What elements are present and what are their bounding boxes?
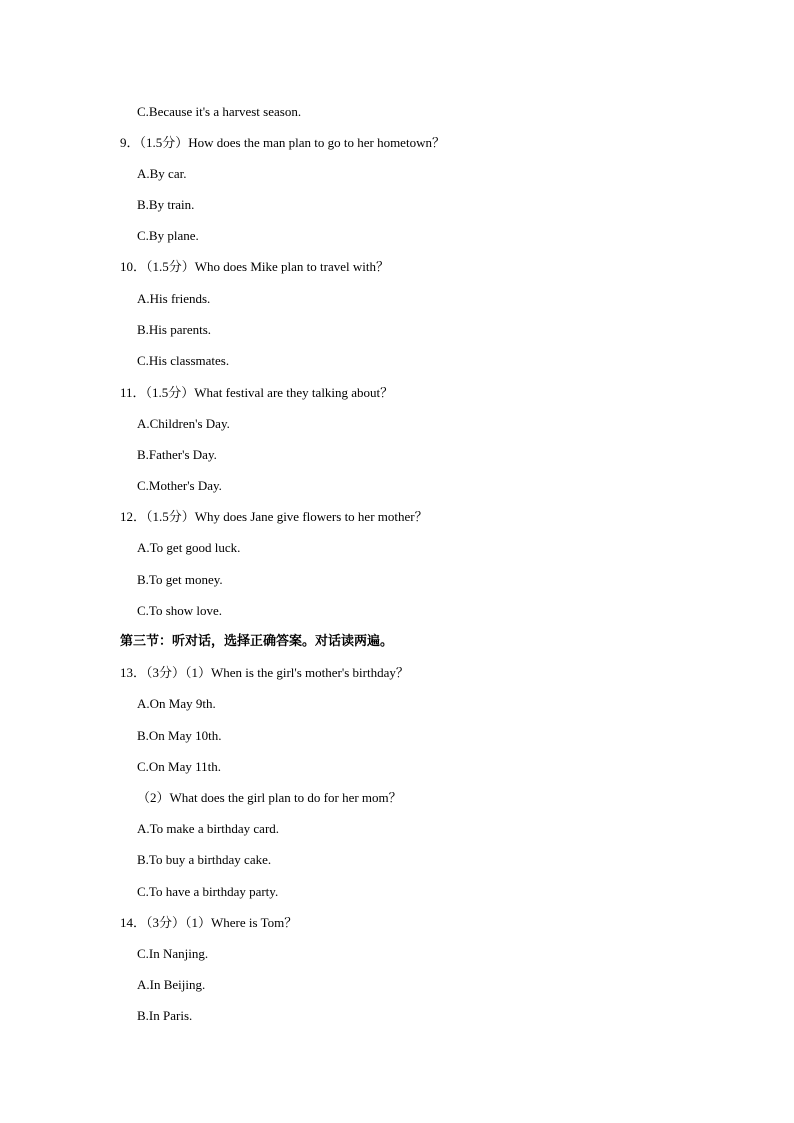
option-c-q8: C.Because it's a harvest season. bbox=[137, 104, 302, 119]
option-a-q12: A.To get good luck. bbox=[137, 540, 241, 555]
option-c-q10: C.His classmates. bbox=[137, 353, 230, 368]
question-11: 11．（1.5分）What festival are they talking about？ bbox=[120, 385, 394, 400]
option-b-q9: B.By train. bbox=[137, 197, 195, 212]
question-13: 13．（3分）（1）When is the girl's mother's birthday？ bbox=[120, 665, 409, 680]
option-c-q11: C.Mother's Day. bbox=[137, 478, 222, 493]
option-c-q13-2: C.To have a birthday party. bbox=[137, 884, 279, 899]
question-9: 9．（1.5分）How does the man plan to go to her hometown？ bbox=[120, 135, 445, 150]
option-a-q11: A.Children's Day. bbox=[137, 416, 230, 431]
option-b-q12: B.To get money. bbox=[137, 572, 223, 587]
option-b-q11: B.Father's Day. bbox=[137, 447, 217, 462]
question-12: 12．（1.5分）Why does Jane give flowers to her mother？ bbox=[120, 509, 428, 524]
option-c-q13-1: C.On May 11th. bbox=[137, 759, 222, 774]
option-c-q9: C.By plane. bbox=[137, 228, 199, 243]
question-10: 10．（1.5分）Who does Mike plan to travel with？ bbox=[120, 259, 389, 274]
option-b-q13-1: B.On May 10th. bbox=[137, 728, 222, 743]
option-a-q13-1: A.On May 9th. bbox=[137, 696, 216, 711]
option-b-q13-2: B.To buy a birthday cake. bbox=[137, 852, 272, 867]
option-c-q14: C.In Nanjing. bbox=[137, 946, 209, 961]
option-a-q14: A.In Beijing. bbox=[137, 977, 206, 992]
option-a-q9: A.By car. bbox=[137, 166, 187, 181]
section-heading: 第三节：听对话，选择正确答案。对话读两遍。 bbox=[120, 634, 394, 649]
option-c-q12: C.To show love. bbox=[137, 603, 223, 618]
question-14: 14．（3分）（1）Where is Tom？ bbox=[120, 915, 298, 930]
option-a-q13-2: A.To make a birthday card. bbox=[137, 821, 280, 836]
question-13-part-2: （2）What does the girl plan to do for her mom？ bbox=[137, 790, 402, 805]
option-a-q10: A.His friends. bbox=[137, 291, 211, 306]
option-b-q14: B.In Paris. bbox=[137, 1008, 193, 1023]
option-b-q10: B.His parents. bbox=[137, 322, 212, 337]
